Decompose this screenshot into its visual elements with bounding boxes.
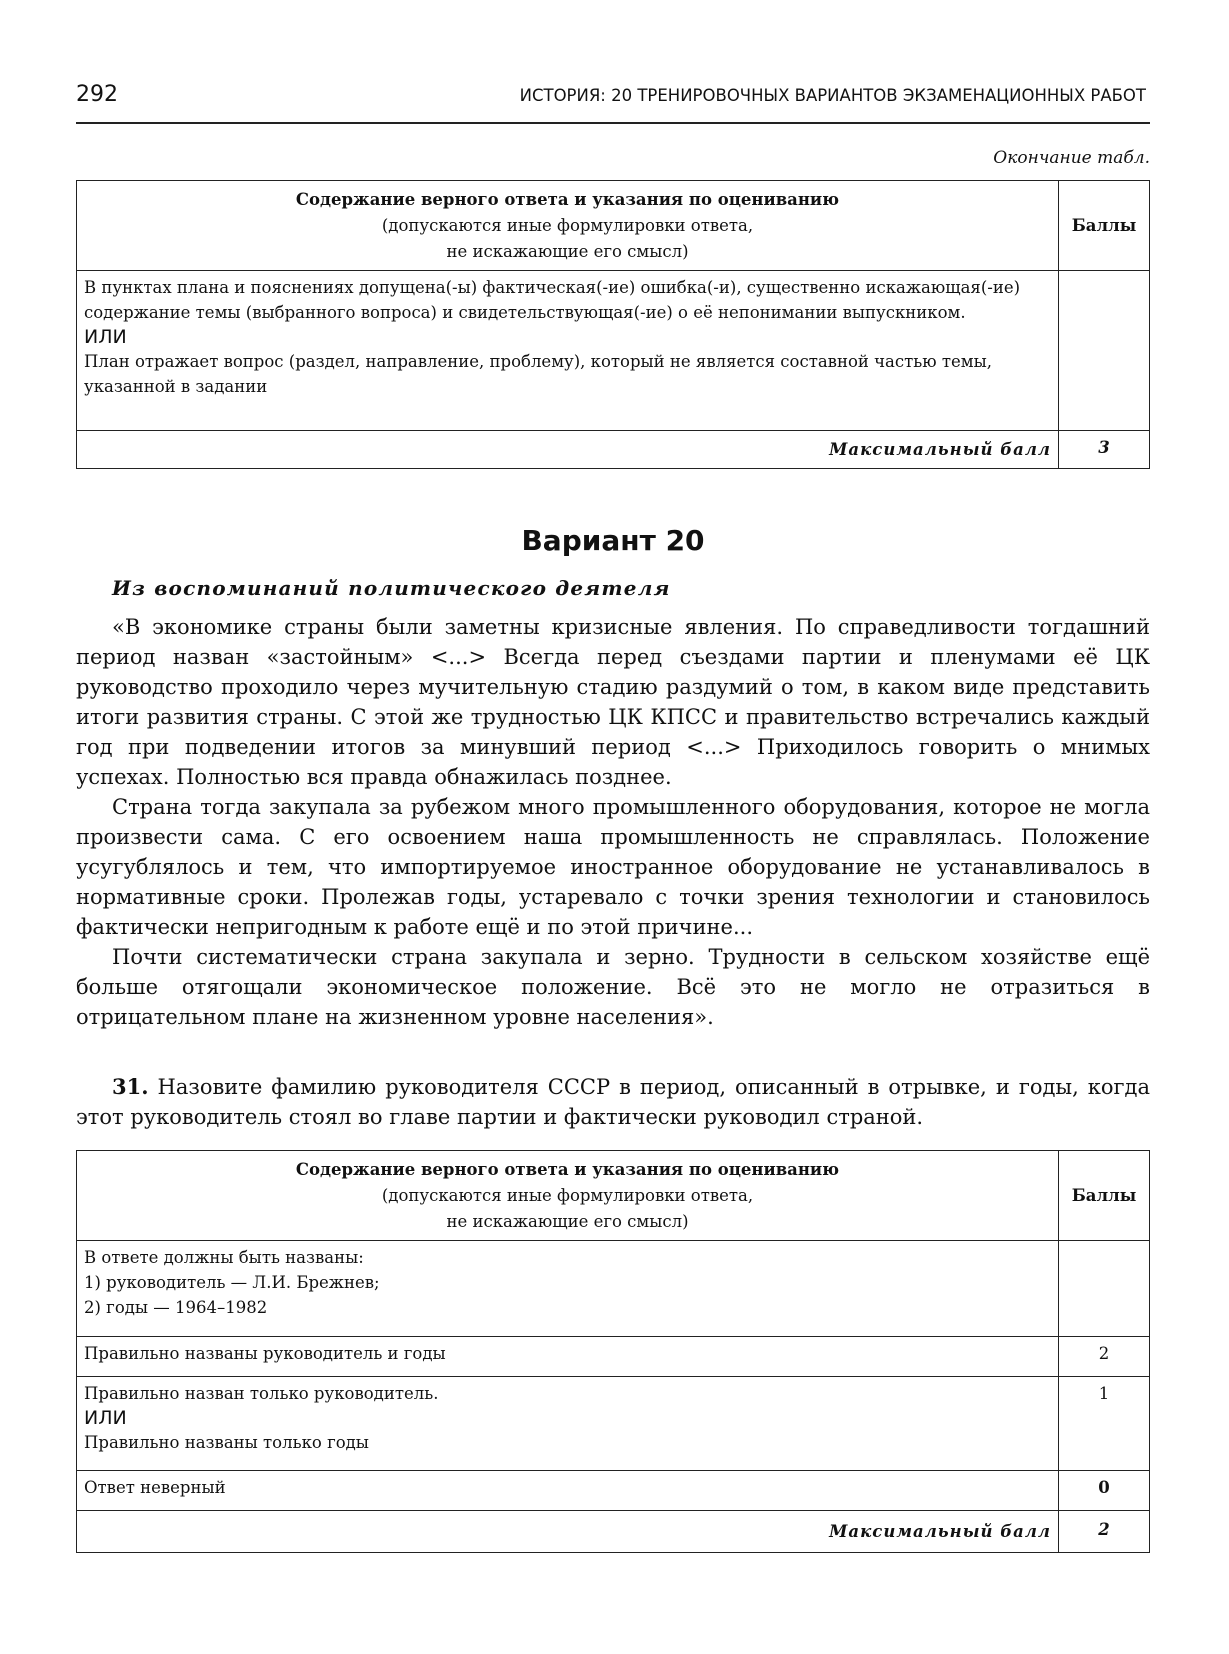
variant-title: Вариант 20 (521, 524, 705, 557)
page-number: 292 (76, 82, 118, 107)
passage-paragraph: Почти систематически страна закупала и зерно. Трудности в сельском хозяйстве ещё больше отягощали экономическое положение. Всё это не могло не отразиться в отрицательном плане на жизненном уровне населения». (76, 945, 1150, 1029)
source-passage (76, 612, 1150, 1032)
table-header-row (77, 1151, 1150, 1241)
book-title: ИСТОРИЯ: 20 ТРЕНИРОВОЧНЫХ ВАРИАНТОВ ЭКЗАМЕНАЦИОННЫХ РАБОТ (519, 86, 1146, 105)
task-text: Назовите фамилию руководителя СССР в период, описанный в отрывке, и годы, когда этот руководитель стоял во главе партии и фактически руководил страной. (76, 1075, 1150, 1129)
table-row (77, 271, 1150, 431)
max-score-row (77, 1511, 1150, 1553)
task-number: 31. (112, 1074, 149, 1099)
max-score-value: 2 (1059, 1511, 1150, 1553)
table-header-score: Баллы (1059, 1151, 1150, 1241)
passage-paragraph: Страна тогда закупала за рубежом много промышленного оборудования, которое не могла произвести сама. С его освоением наша промышленность не справлялась. Положение усугублялось и тем, что импортируемое иностранное оборудование не устанавливалось в нормативные сроки. Пролежав годы, устаревало с точки зрения технологии и становилось фактически непригодным к работе ещё и по этой причине... (76, 795, 1150, 939)
grading-table-previous (76, 180, 1150, 469)
score-cell: 2 (1059, 1337, 1150, 1377)
max-score-label: Максимальный балл (77, 1511, 1059, 1553)
score-cell: 1 (1059, 1377, 1150, 1471)
score-cell: 0 (1059, 1471, 1150, 1511)
criterion-cell: В пунктах плана и пояснениях допущена(-ы) фактическая(-ие) ошибка(-и), существенно искажающая(-ие) содержание темы (выбранного вопроса) и свидетельствующая(-ие) о её непонимании выпускником. ИЛИ План отражает вопрос (раздел, направление, проблему), который не является составной частью темы, указанной в задании (77, 271, 1059, 431)
table-continuation-note: Окончание табл. (993, 148, 1150, 168)
table-row (77, 1471, 1150, 1511)
document-page (76, 0, 1150, 1654)
table-row (77, 1337, 1150, 1377)
table-row (77, 1241, 1150, 1337)
grading-table-task-31 (76, 1150, 1150, 1553)
answer-cell: В ответе должны быть названы: 1) руководитель — Л.И. Брежнев; 2) годы — 1964–1982 (77, 1241, 1059, 1337)
task-question (76, 1072, 1150, 1132)
max-score-value: 3 (1059, 431, 1150, 469)
running-header (76, 82, 1150, 124)
source-title: Из воспоминаний политического деятеля (112, 576, 671, 600)
criterion-cell: Правильно названы руководитель и годы (77, 1337, 1059, 1377)
criterion-cell: Ответ неверный (77, 1471, 1059, 1511)
table-header-score: Баллы (1059, 181, 1150, 271)
criterion-cell: Правильно назван только руководитель. ИЛИ Правильно названы только годы (77, 1377, 1059, 1471)
table-row (77, 1377, 1150, 1471)
score-cell (1059, 1241, 1150, 1337)
max-score-row (77, 431, 1150, 469)
max-score-label: Максимальный балл (77, 431, 1059, 469)
table-header-row (77, 181, 1150, 271)
score-cell (1059, 271, 1150, 431)
table-header-content: Содержание верного ответа и указания по оцениванию (допускаются иные формулировки ответа, не искажающие его смысл) (77, 181, 1059, 271)
table-header-content: Содержание верного ответа и указания по оцениванию (допускаются иные формулировки ответа, не искажающие его смысл) (77, 1151, 1059, 1241)
passage-paragraph: «В экономике страны были заметны кризисные явления. По справедливости тогдашний период назван «застойным» <...> Всегда перед съездами партии и пленумами её ЦК руководство проходило через мучительную стадию раздумий о том, в каком виде представить итоги развития страны. С этой же трудностью ЦК КПСС и правительство встречались каждый год при подведении итогов за минувший период <...> Приходилось говорить о мнимых успехах. Полностью вся правда обнажилась позднее. (76, 615, 1150, 789)
